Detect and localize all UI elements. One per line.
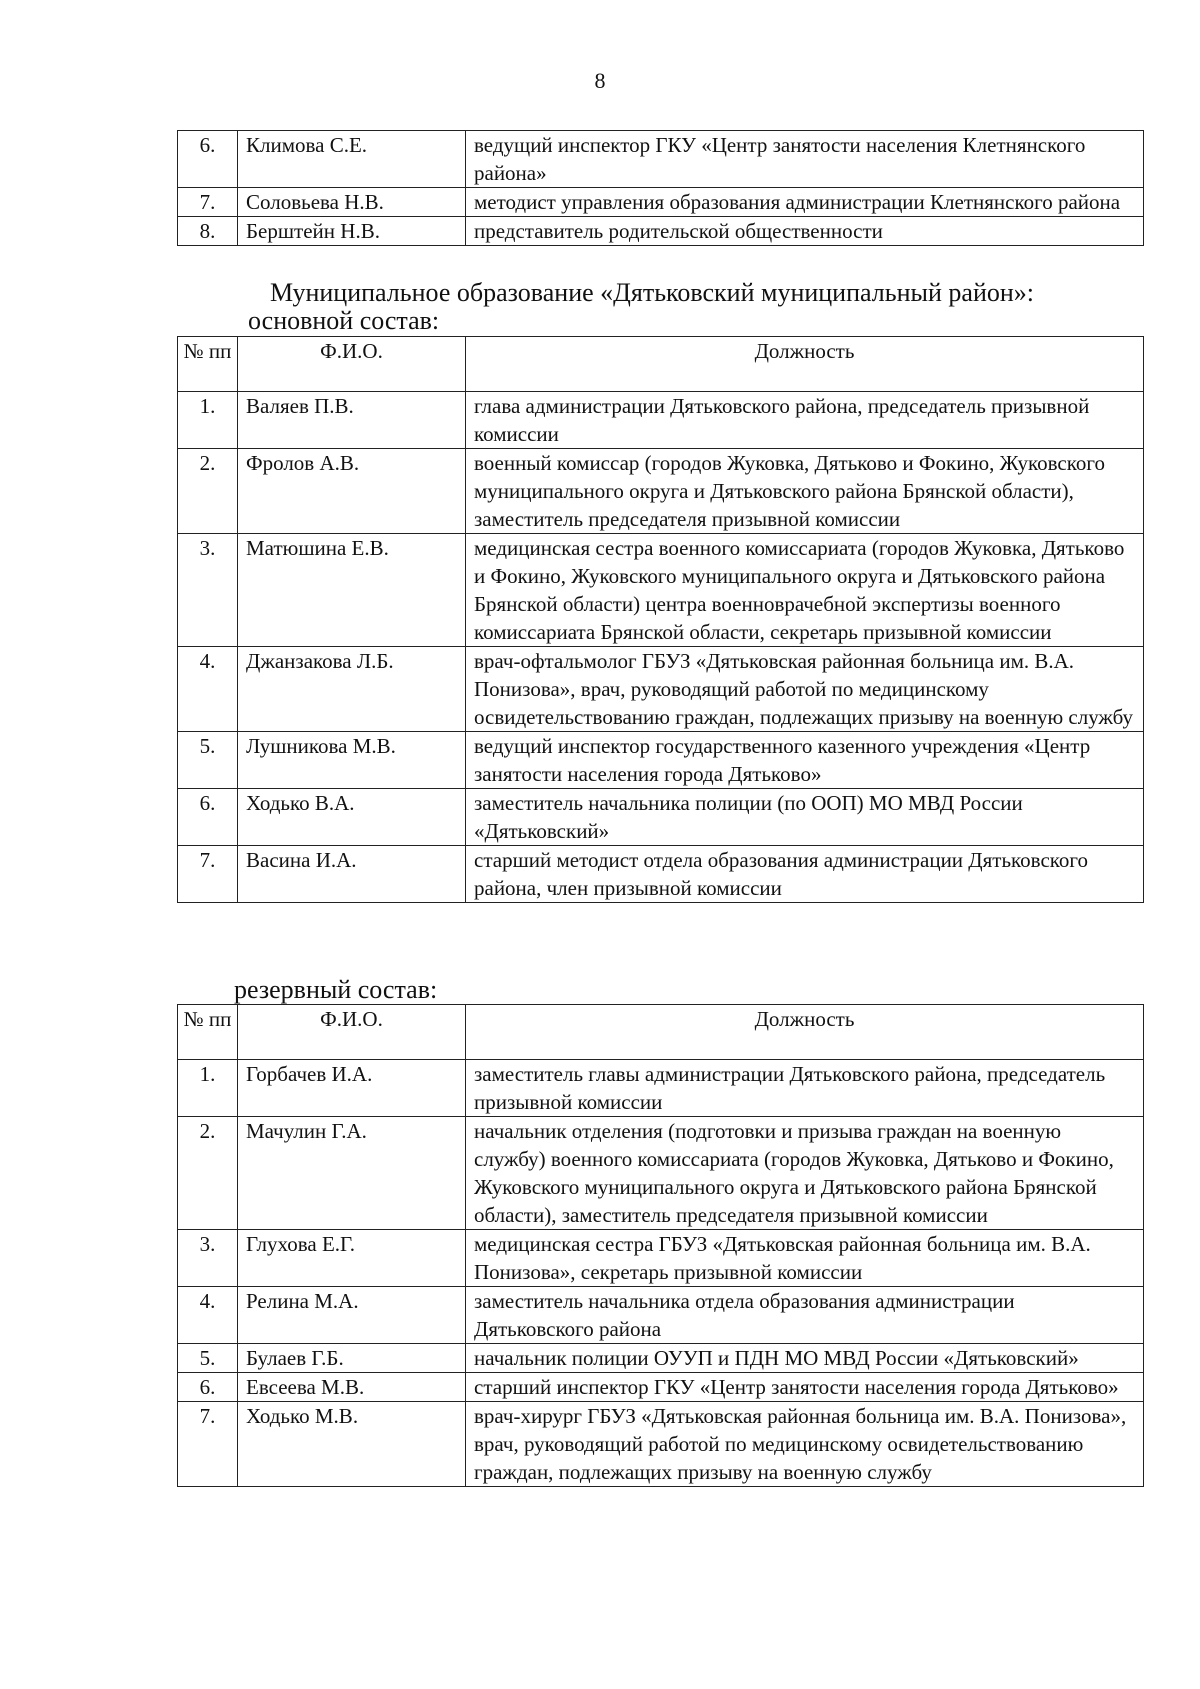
row-name: Климова С.Е.: [238, 131, 466, 188]
row-position: ведущий инспектор государственного казенного учреждения «Центр занятости населения города Дятьково»: [466, 732, 1144, 789]
row-number: 4.: [178, 1287, 238, 1344]
row-name: Берштейн Н.В.: [238, 217, 466, 246]
row-name: Джанзакова Л.Б.: [238, 647, 466, 732]
row-name: Соловьева Н.В.: [238, 188, 466, 217]
row-position: представитель родительской общественности: [466, 217, 1144, 246]
row-number: 7.: [178, 188, 238, 217]
page-number: 8: [594, 68, 606, 93]
row-position: медицинская сестра военного комиссариата (городов Жуковка, Дятьково и Фокино, Жуковского муниципального округа и Дятьковского района Брянской области) центра военноврачебной экспертизы военного комиссариата Брянской области, секретарь призывной комиссии: [466, 534, 1144, 647]
row-name: Ходько М.В.: [238, 1402, 466, 1487]
row-number: 8.: [178, 217, 238, 246]
table-row: [178, 789, 1144, 846]
row-position: врач-офтальмолог ГБУЗ «Дятьковская районная больница им. В.А. Понизова», врач, руководящий работой по медицинскому освидетельствованию граждан, подлежащих призыву на военную службу: [466, 647, 1144, 732]
row-position: военный комиссар (городов Жуковка, Дятьково и Фокино, Жуковского муниципального округа и Дятьковского района Брянской области), заместитель председателя призывной комиссии: [466, 449, 1144, 534]
continuation-table-body: [178, 131, 1144, 246]
table-row: [178, 1117, 1144, 1230]
row-number: 2.: [178, 449, 238, 534]
row-position: старший методист отдела образования администрации Дятьковского района, член призывной комиссии: [466, 846, 1144, 903]
row-number: 6.: [178, 1373, 238, 1402]
row-number: 1.: [178, 392, 238, 449]
main-composition-table-body: [178, 392, 1144, 903]
row-position: заместитель начальника полиции (по ООП) МО МВД России «Дятьковский»: [466, 789, 1144, 846]
row-position: заместитель начальника отдела образования администрации Дятьковского района: [466, 1287, 1144, 1344]
table-row: [178, 449, 1144, 534]
header-number: № пп: [178, 1005, 238, 1060]
row-name: Горбачев И.А.: [238, 1060, 466, 1117]
row-position: старший инспектор ГКУ «Центр занятости населения города Дятьково»: [466, 1373, 1144, 1402]
table-row: [178, 732, 1144, 789]
table-row: [178, 1230, 1144, 1287]
row-position: глава администрации Дятьковского района, председатель призывной комиссии: [466, 392, 1144, 449]
municipality-heading: Муниципальное образование «Дятьковский муниципальный район»:: [270, 278, 1035, 307]
main-composition-label: основной состав:: [248, 306, 440, 335]
row-name: Булаев Г.Б.: [238, 1344, 466, 1373]
reserve-composition-table-body: [178, 1060, 1144, 1487]
table-row: [178, 1402, 1144, 1487]
reserve-composition-label: резервный состав:: [234, 975, 438, 1004]
row-name: Мачулин Г.А.: [238, 1117, 466, 1230]
row-number: 4.: [178, 647, 238, 732]
row-position: начальник полиции ОУУП и ПДН МО МВД России «Дятьковский»: [466, 1344, 1144, 1373]
table-row: [178, 1373, 1144, 1402]
header-number: № пп: [178, 337, 238, 392]
table-row: [178, 188, 1144, 217]
header-position: Должность: [466, 1005, 1144, 1060]
row-number: 5.: [178, 1344, 238, 1373]
row-position: ведущий инспектор ГКУ «Центр занятости населения Клетнянского района»: [466, 131, 1144, 188]
header-name: Ф.И.О.: [238, 337, 466, 392]
row-name: Васина И.А.: [238, 846, 466, 903]
continuation-table: [177, 130, 1144, 246]
row-position: медицинская сестра ГБУЗ «Дятьковская районная больница им. В.А. Понизова», секретарь призывной комиссии: [466, 1230, 1144, 1287]
row-position: начальник отделения (подготовки и призыва граждан на военную службу) военного комиссариата (городов Жуковка, Дятьково и Фокино, Жуковского муниципального округа и Дятьковского района Брянской области), заместитель председателя призывной комиссии: [466, 1117, 1144, 1230]
row-name: Фролов А.В.: [238, 449, 466, 534]
row-name: Лушникова М.В.: [238, 732, 466, 789]
row-number: 3.: [178, 1230, 238, 1287]
row-name: Валяев П.В.: [238, 392, 466, 449]
row-number: 7.: [178, 846, 238, 903]
table-row: [178, 131, 1144, 188]
table-header-row: [178, 1005, 1144, 1060]
row-name: Матюшина Е.В.: [238, 534, 466, 647]
row-number: 3.: [178, 534, 238, 647]
main-composition-table: [177, 336, 1144, 903]
row-name: Ходько В.А.: [238, 789, 466, 846]
row-name: Глухова Е.Г.: [238, 1230, 466, 1287]
table-row: [178, 1060, 1144, 1117]
table-row: [178, 1287, 1144, 1344]
table-row: [178, 1344, 1144, 1373]
table-row: [178, 534, 1144, 647]
row-position: заместитель главы администрации Дятьковского района, председатель призывной комиссии: [466, 1060, 1144, 1117]
table-row: [178, 392, 1144, 449]
table-row: [178, 846, 1144, 903]
table-header-row: [178, 337, 1144, 392]
row-position: методист управления образования администрации Клетнянского района: [466, 188, 1144, 217]
table-row: [178, 647, 1144, 732]
row-name: Евсеева М.В.: [238, 1373, 466, 1402]
row-number: 2.: [178, 1117, 238, 1230]
table-row: [178, 217, 1144, 246]
row-number: 1.: [178, 1060, 238, 1117]
header-position: Должность: [466, 337, 1144, 392]
row-name: Релина М.А.: [238, 1287, 466, 1344]
row-number: 6.: [178, 131, 238, 188]
reserve-composition-table: [177, 1004, 1144, 1487]
row-number: 6.: [178, 789, 238, 846]
row-position: врач-хирург ГБУЗ «Дятьковская районная больница им. В.А. Понизова», врач, руководящий работой по медицинскому освидетельствованию граждан, подлежащих призыву на военную службу: [466, 1402, 1144, 1487]
row-number: 7.: [178, 1402, 238, 1487]
header-name: Ф.И.О.: [238, 1005, 466, 1060]
row-number: 5.: [178, 732, 238, 789]
